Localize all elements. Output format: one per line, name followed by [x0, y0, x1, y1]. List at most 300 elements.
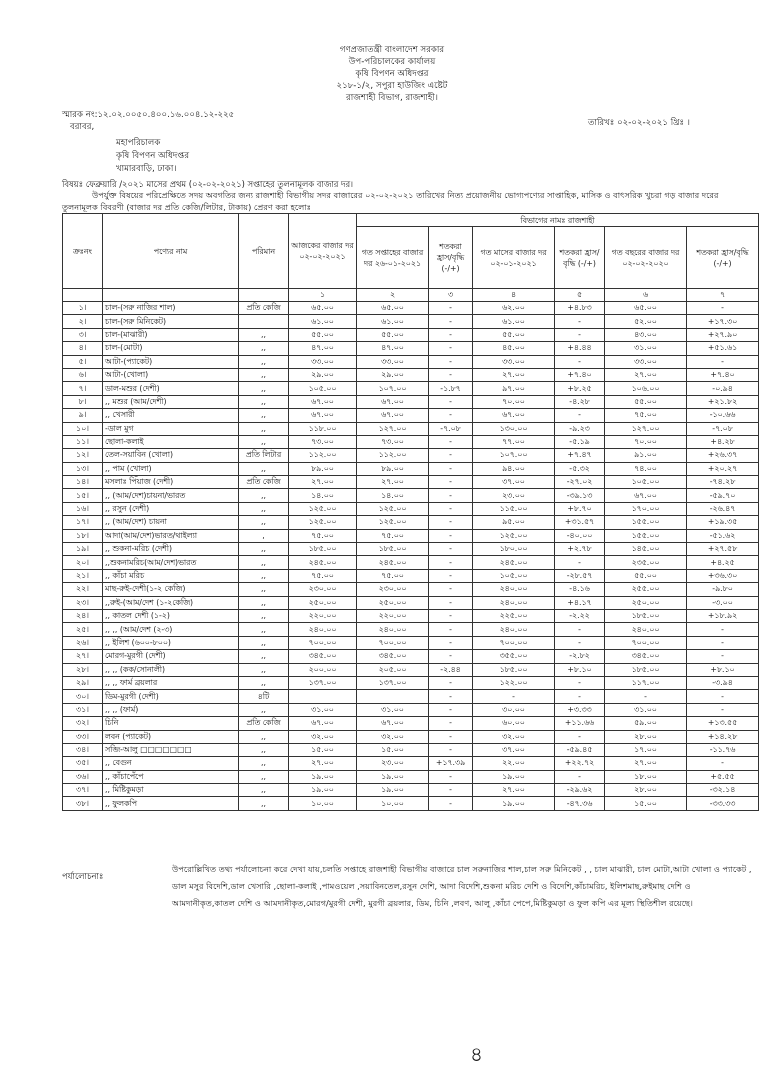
cell-pct-week: - [429, 435, 473, 448]
col-header-last-year: গত বছরের বাজার দর ০২-০২-২০২০ [605, 227, 687, 289]
letter-date: তারিখঃ ০২-০২-২০২১ খ্রিঃ । [588, 118, 690, 128]
cell-pct-month: - [555, 623, 605, 636]
cell-last-month-price: ২২৫.০০ [473, 609, 555, 622]
cell-unit: প্রতি কেজি [239, 717, 289, 730]
cell-unit: , [239, 529, 289, 542]
table-row [63, 743, 759, 756]
table-row [63, 663, 759, 676]
cell-serial: ৩২। [63, 717, 103, 730]
cell-pct-week: - [429, 516, 473, 529]
cell-last-month-price: ২৪৫.০০ [473, 556, 555, 569]
cell-last-month-price: ২৭.০০ [473, 784, 555, 797]
cell-last-year-price: ৩৪৫.০০ [605, 650, 687, 663]
cell-today-price: ১০.০০ [289, 797, 357, 810]
cell-serial: ১৪। [63, 476, 103, 489]
cell-product: ছোলা-কলাই [103, 435, 239, 448]
cell-last-month-price: ৩৩.০০ [473, 355, 555, 368]
table-row [63, 502, 759, 515]
cell-pct-week: - [429, 462, 473, 475]
cell-today-price: ৫৫.০০ [289, 328, 357, 341]
cell-last-week-price: ৬৭.০০ [357, 717, 429, 730]
table-row [63, 650, 759, 663]
cell-last-week-price: ৬৫.০০ [357, 302, 429, 315]
cell-unit: ,, [239, 623, 289, 636]
cell-unit: ,, [239, 556, 289, 569]
table-row [63, 690, 759, 703]
col-number: ২ [357, 289, 429, 302]
cell-last-month-price: ৬০.০০ [473, 717, 555, 730]
cell-pct-month: - [555, 556, 605, 569]
cell-pct-month: -৪৭.৩৬ [555, 797, 605, 810]
cell-pct-month: -৪.১৬ [555, 583, 605, 596]
cell-serial: ১০। [63, 422, 103, 435]
cell-last-month-price: ২৪০.০০ [473, 623, 555, 636]
cell-today-price: ২৭.০০ [289, 757, 357, 770]
cell-last-month-price: ৬৭.০০ [473, 409, 555, 422]
cell-pct-week: - [429, 529, 473, 542]
cell-unit: ,, [239, 770, 289, 783]
cell-today-price: ৩১.০০ [289, 703, 357, 716]
intro-paragraph: উপর্যুক্ত বিষয়ের পরিপ্রেক্ষিতে সদয় অবগতির জন্য রাজশাহী বিভাগীয় সদর বাজারের ০২-০২-২০২১ তারিখের নিত্য প্রয়োজনীয় ভোগ্যপণ্যের সাপ্তাহিক, মাসিক ও বাৎসরিক খুচরা গড় বাজার দরের তুলনামূলক বিবরণী (বাজার দর প্রতি কেজি/লিটার, টাকায়) প্রেরণ করা হলোঃ [62, 190, 719, 212]
cell-today-price: ৬৫.০০ [289, 302, 357, 315]
cell-pct-week: - [429, 676, 473, 689]
cell-unit [239, 315, 289, 328]
cell-pct-week: - [429, 556, 473, 569]
cell-unit: ,, [239, 743, 289, 756]
cell-product: তেল-সয়াবিন (খোলা) [103, 449, 239, 462]
cell-today-price: ৩২.০০ [289, 730, 357, 743]
cell-last-month-price: ২৪০.০০ [473, 583, 555, 596]
cell-unit: ,, [239, 757, 289, 770]
cell-unit: ,, [239, 462, 289, 475]
cell-unit: প্রতি লিটার [239, 449, 289, 462]
cell-unit: ,, [239, 784, 289, 797]
cell-product: ,, মশুর (আম/দেশী) [103, 395, 239, 408]
cell-last-month-price: ৫৫.০০ [473, 328, 555, 341]
cell-unit: ,, [239, 342, 289, 355]
cell-last-month-price: ১৮৫.০০ [473, 663, 555, 676]
letterhead-line-govt: গণপ্রজাতন্ত্রী বাংলাদেশ সরকার [339, 45, 445, 55]
table-row [63, 623, 759, 636]
cell-last-month-price: ১০৫.০০ [473, 569, 555, 582]
cell-last-year-price: ১৭০.০০ [605, 502, 687, 515]
cell-pct-year: - [687, 757, 759, 770]
cell-product: ,, (আম/দেশ) চায়না [103, 516, 239, 529]
cell-serial: ৩৭। [63, 784, 103, 797]
cell-last-week-price: ১২৫.০০ [357, 516, 429, 529]
cell-pct-month: +৪.৮৩ [555, 302, 605, 315]
cell-last-month-price: ৩৫৫.০০ [473, 650, 555, 663]
cell-last-week-price: ১২৭.০০ [357, 422, 429, 435]
cell-product: ,, ,, (কক/সোনালী) [103, 663, 239, 676]
table-row [63, 569, 759, 582]
review-paragraph: উপরোল্লিখিত তথ্য পর্যালোচনা করে দেখা যায়,চলতি সপ্তাহে রাজশাহী বিভাগীয় বাজারে চাল সরুনাজির শাল,চাল সরু মিনিকেট , , চাল মাঝারী, চাল মোটা,আটা খোলা ও প্যাকেট , ডাল মসুর বিদেশি,ডাল খেসারি ,ছোলা-কলাই ,পামওয়েল ,সয়াবিনতেল,রসুন দেশি, আদা বিদেশি,শুকনা মরিচ দেশি ও বিদেশি,কাঁচামরিচ, ইলিশমাছ,রুইমাছ দেশি ও আমদানীকৃত,কাতল দেশি ও আমদানীকৃত,মোরগ/মুরগী দেশী, মুরগী ব্রয়লার, ডিম, চিনি ,লবণ, আলু ,কাঁচা পেপে,মিষ্টিকুমড়া ও ফুল কপি এর মূল্য স্থিতিশীল রয়েছে। [172, 864, 752, 908]
cell-pct-week: - [429, 328, 473, 341]
cell-pct-week: - [429, 703, 473, 716]
cell-serial: ৪। [63, 342, 103, 355]
table-row [63, 382, 759, 395]
cell-today-price: ১০৫.০০ [289, 382, 357, 395]
cell-pct-week: +১৭.৩৯ [429, 757, 473, 770]
table-row [63, 529, 759, 542]
review-label: পর্যালোচনাঃ [62, 871, 104, 881]
cell-today-price: ২৯.০০ [289, 368, 357, 381]
cell-pct-week: - [429, 342, 473, 355]
cell-unit: ,, [239, 422, 289, 435]
cell-serial: ২০। [63, 556, 103, 569]
cell-pct-week: - [429, 569, 473, 582]
cell-serial: ২। [63, 315, 103, 328]
cell-pct-year: +২০.২৭ [687, 462, 759, 475]
cell-unit: ,, [239, 409, 289, 422]
table-row [63, 583, 759, 596]
cell-last-year-price: ৭০০.০০ [605, 636, 687, 649]
cell-product: ডিম-মুরগী (দেশী) [103, 690, 239, 703]
cell-pct-month: - [555, 315, 605, 328]
cell-last-week-price: ৪৭.০০ [357, 342, 429, 355]
cell-pct-week: - [429, 315, 473, 328]
cell-pct-week: - [429, 543, 473, 556]
cell-last-week-price: ২২০.০০ [357, 609, 429, 622]
cell-last-year-price: ৫৫.০০ [605, 395, 687, 408]
cell-pct-week: - [429, 449, 473, 462]
cell-last-week-price: ২৯.০০ [357, 368, 429, 381]
cell-serial: ৩৩। [63, 730, 103, 743]
cell-last-week-price [357, 690, 429, 703]
letterhead-line-address: ২১৮-১/২, সপুরা হাউজিং এষ্টেট [336, 81, 448, 91]
cell-product: ,, বেগুন [103, 757, 239, 770]
cell-pct-week: - [429, 650, 473, 663]
cell-today-price: ৮৯.০০ [289, 462, 357, 475]
cell-pct-week: - [429, 609, 473, 622]
cell-last-year-price: ২৮.০০ [605, 784, 687, 797]
cell-last-week-price: ৭৫.০০ [357, 529, 429, 542]
letterhead-line-office: উপ-পরিচালকের কার্যালয় [348, 57, 436, 67]
cell-serial: ১। [63, 302, 103, 315]
cell-unit: ,, [239, 516, 289, 529]
cell-pct-month: -২৭.০২ [555, 476, 605, 489]
cell-product: ,, শুকনা-মরিচ (দেশী) [103, 543, 239, 556]
cell-unit: ,, [239, 583, 289, 596]
cell-last-week-price: ২৪৫.০০ [357, 556, 429, 569]
cell-last-month-price: ৯৭.০০ [473, 382, 555, 395]
cell-product: ,, কাতল দেশী (১-২) [103, 609, 239, 622]
cell-pct-year: -৫১.৬২ [687, 529, 759, 542]
cell-last-month-price: ৬২.০০ [473, 302, 555, 315]
cell-pct-year: - [687, 690, 759, 703]
col-number: ১ [289, 289, 357, 302]
cell-last-week-price: ৬৭.০০ [357, 409, 429, 422]
cell-last-year-price: ১৮৫.০০ [605, 663, 687, 676]
cell-pct-week: -১.৮৭ [429, 382, 473, 395]
cell-last-week-price: ৬৭.০০ [357, 395, 429, 408]
cell-today-price: ১৯.০০ [289, 784, 357, 797]
cell-last-week-price: ৭০০.০০ [357, 636, 429, 649]
cell-unit: ,, [239, 676, 289, 689]
cell-unit: ,, [239, 663, 289, 676]
cell-last-month-price: ২৩.০০ [473, 489, 555, 502]
cell-product: মোরগ-মুরগী (দেশী) [103, 650, 239, 663]
cell-serial: ২৯। [63, 676, 103, 689]
cell-pct-week: - [429, 743, 473, 756]
cell-last-year-price: ১৮.০০ [605, 770, 687, 783]
letterhead-line-department: কৃষি বিপণন অধিদপ্তর [355, 69, 429, 79]
cell-unit: ,, [239, 650, 289, 663]
cell-today-price: ৭৫.০০ [289, 529, 357, 542]
table-row [63, 797, 759, 810]
cell-last-week-price: ২৩.০০ [357, 757, 429, 770]
cell-pct-month: +২.৭৮ [555, 543, 605, 556]
cell-pct-year: -৫৯.৭০ [687, 489, 759, 502]
col-header-product: পণ্যের নাম [103, 214, 239, 289]
cell-pct-month: +৩১.৫৭ [555, 516, 605, 529]
cell-product: আটা-(খোলা) [103, 368, 239, 381]
cell-pct-year: +১৭.৩০ [687, 315, 759, 328]
cell-pct-week: - [429, 770, 473, 783]
cell-pct-month: - [555, 409, 605, 422]
col-number: ৫ [555, 289, 605, 302]
col-header-last-week: গত সপ্তাহের বাজার দর ২৬-০১-২০২১ [357, 227, 429, 289]
cell-last-year-price: - [605, 690, 687, 703]
cell-last-week-price: ২৩০.০০ [357, 583, 429, 596]
cell-last-year-price: ৭০.০০ [605, 435, 687, 448]
cell-pct-month: -২.২২ [555, 609, 605, 622]
cell-product: ,, ,, (আম/দেশ (২-৩) [103, 623, 239, 636]
cell-last-month-price: ৭৭.০০ [473, 435, 555, 448]
cell-last-month-price: ৯৪.০০ [473, 462, 555, 475]
table-row [63, 476, 759, 489]
cell-last-month-price: ১২২.০০ [473, 676, 555, 689]
cell-last-year-price: ১৮৫.০০ [605, 609, 687, 622]
cell-pct-week: - [429, 784, 473, 797]
cell-last-year-price: ৬৫.০০ [605, 302, 687, 315]
cell-pct-month: -২৮.৫৭ [555, 569, 605, 582]
table-row [63, 703, 759, 716]
cell-pct-year: -১০.৬৬ [687, 409, 759, 422]
cell-serial: ২১। [63, 569, 103, 582]
cell-pct-year: - [687, 636, 759, 649]
cell-serial: ১৩। [63, 462, 103, 475]
cell-pct-month: +১১.৬৬ [555, 717, 605, 730]
cell-pct-year: +২৬.৩৭ [687, 449, 759, 462]
cell-last-week-price: ৫৫.০০ [357, 328, 429, 341]
table-row [63, 543, 759, 556]
cell-serial: ১৯। [63, 543, 103, 556]
col-number: ৩ [429, 289, 473, 302]
cell-last-week-price: ১০.০০ [357, 797, 429, 810]
cell-today-price: ৭৫.০০ [289, 569, 357, 582]
col-header-pct-year: শতকরা হ্রাস/বৃদ্ধি (-/+) [687, 227, 759, 289]
price-comparison-table [62, 213, 759, 811]
cell-last-year-price: ২৫৫.০০ [605, 583, 687, 596]
cell-pct-year: +৪.২৫ [687, 556, 759, 569]
cell-today-price: ১২৫.০০ [289, 502, 357, 515]
cell-last-month-price: ১৩০.০০ [473, 422, 555, 435]
cell-pct-month: +৮.১০ [555, 663, 605, 676]
cell-last-week-price: ১৪.০০ [357, 489, 429, 502]
table-row [63, 717, 759, 730]
cell-today-price: ২৫০.০০ [289, 596, 357, 609]
cell-pct-month: -৫.৩২ [555, 462, 605, 475]
cell-product: ,,শুকনামরিচ(আম/দেশ)ভারত [103, 556, 239, 569]
cell-product: ,, পাম (খোলা) [103, 462, 239, 475]
cell-serial: ২৬। [63, 636, 103, 649]
cell-serial: ১৫। [63, 489, 103, 502]
cell-last-year-price: ১০৫.০০ [605, 476, 687, 489]
cell-pct-year: +১৮.৯২ [687, 609, 759, 622]
cell-serial: ৩৪। [63, 743, 103, 756]
cell-last-year-price: ২৮.০০ [605, 730, 687, 743]
cell-pct-month: +৪.১৭ [555, 596, 605, 609]
cell-pct-week: - [429, 502, 473, 515]
cell-last-month-price: ১১৫.০০ [473, 502, 555, 515]
table-row [63, 516, 759, 529]
cell-last-month-price: ১৮০.০০ [473, 543, 555, 556]
col-header-pct-week: শতকরা হ্রাস/বৃদ্ধি (-/+) [429, 227, 473, 289]
cell-last-week-price: ২৫০.০০ [357, 596, 429, 609]
table-row [63, 730, 759, 743]
table-row [63, 757, 759, 770]
cell-today-price: ২০০.০০ [289, 663, 357, 676]
cell-unit: ,, [239, 703, 289, 716]
cell-last-year-price: ২৫০.০০ [605, 596, 687, 609]
cell-last-week-price: ৩১.০০ [357, 703, 429, 716]
cell-pct-month: +৭.৪৭ [555, 449, 605, 462]
cell-serial: ৩০। [63, 690, 103, 703]
cell-pct-week: - [429, 797, 473, 810]
cell-pct-year: -৭৪.২৮ [687, 476, 759, 489]
cell-last-year-price: ১২৭.০০ [605, 422, 687, 435]
cell-last-month-price: ৯৫.০০ [473, 516, 555, 529]
cell-pct-week: - [429, 583, 473, 596]
column-number-row [63, 289, 759, 302]
page-number: ৪ [470, 1042, 483, 1066]
table-row [63, 784, 759, 797]
table-row [63, 422, 759, 435]
cell-pct-month: - [555, 690, 605, 703]
cell-last-week-price: ২৪০.০০ [357, 623, 429, 636]
cell-product: ,, কাঁচাপেঁপে [103, 770, 239, 783]
cell-serial: ৩৮। [63, 797, 103, 810]
cell-today-price: ১৪.০০ [289, 489, 357, 502]
cell-product: আটা-(প্যাকেট) [103, 355, 239, 368]
cell-last-year-price: ৭৪.০০ [605, 462, 687, 475]
cell-product: চাল-(সরু নাজির শাল) [103, 302, 239, 315]
col-header-today-price: আজকের বাজার দর ০২-০২-২০২১ [289, 214, 357, 289]
cell-product: -ডাল মুগ [103, 422, 239, 435]
cell-unit: ,, [239, 382, 289, 395]
cell-today-price: ৪৭.০০ [289, 342, 357, 355]
cell-last-month-price: ৭০০.০০ [473, 636, 555, 649]
cell-pct-year: -৩.৯৪ [687, 676, 759, 689]
cell-pct-week: - [429, 730, 473, 743]
table-row [63, 435, 759, 448]
cell-product: ,, (আম/দেশ)চায়না/ভারত [103, 489, 239, 502]
cell-pct-year: -৯.৮০ [687, 583, 759, 596]
cell-pct-month: -৫.১৯ [555, 435, 605, 448]
cell-pct-year: +৫১.৬১ [687, 342, 759, 355]
cell-pct-year: -০.৯৪ [687, 382, 759, 395]
cell-pct-month: +৮.৭০ [555, 502, 605, 515]
cell-today-price: ৬৭.০০ [289, 717, 357, 730]
cell-pct-year: +২৭.৫৮ [687, 543, 759, 556]
col-header-serial: ক্রঃনং [63, 214, 103, 289]
cell-product: ,, ফুলকপি [103, 797, 239, 810]
cell-serial: ১৬। [63, 502, 103, 515]
cell-serial: ৭। [63, 382, 103, 395]
cell-unit: ,, [239, 395, 289, 408]
table-row [63, 609, 759, 622]
cell-pct-month: - [555, 355, 605, 368]
cell-last-month-price: ৪৫.০০ [473, 342, 555, 355]
cell-last-week-price: ১০৭.০০ [357, 382, 429, 395]
cell-today-price: ২৭.০০ [289, 476, 357, 489]
cell-last-month-price: ৬১.০০ [473, 315, 555, 328]
cell-last-month-price: ১৯.০০ [473, 770, 555, 783]
cell-pct-month: -৪০.০০ [555, 529, 605, 542]
cell-last-year-price: ১৫.০০ [605, 797, 687, 810]
cell-product: ,, কাঁচা মরিচ [103, 569, 239, 582]
cell-pct-week: - [429, 368, 473, 381]
cell-pct-month: -৩৯.১৩ [555, 489, 605, 502]
cell-product: চাল-(মোটা) [103, 342, 239, 355]
cell-product: ডাল-মশুর (দেশী) [103, 382, 239, 395]
cell-pct-week: - [429, 476, 473, 489]
cell-last-week-price: ২০৫.০০ [357, 663, 429, 676]
cell-today-price: ৬১.০০ [289, 315, 357, 328]
cell-last-year-price: ১৭.০০ [605, 743, 687, 756]
cell-pct-year: +২১.৮২ [687, 395, 759, 408]
table-row [63, 770, 759, 783]
subject-line: বিষয়ঃ ফেব্রুয়ারি /২০২১ মাসের প্রথম (০২-০২-২০২১) সপ্তাহের তুলনামূলক বাজার দর। [62, 179, 354, 189]
cell-last-week-price: ৩৪৫.০০ [357, 650, 429, 663]
cell-pct-year: +৩৬.৩০ [687, 569, 759, 582]
cell-serial: ৮। [63, 395, 103, 408]
cell-last-month-price: ৩০.০০ [473, 703, 555, 716]
cell-last-month-price: ২২.০০ [473, 757, 555, 770]
cell-last-month-price: ৭০.০০ [473, 395, 555, 408]
cell-pct-week: - [429, 690, 473, 703]
cell-last-year-price: ১৫৫.০০ [605, 529, 687, 542]
cell-serial: ২৩। [63, 596, 103, 609]
cell-serial: ৩৬। [63, 770, 103, 783]
cell-pct-year: -৩২.১৪ [687, 784, 759, 797]
cell-today-price: ১১২.০০ [289, 449, 357, 462]
cell-last-week-price: ১৩৭.০০ [357, 676, 429, 689]
cell-today-price: ১৫.০০ [289, 743, 357, 756]
cell-last-month-price: ১৯.০০ [473, 797, 555, 810]
cell-last-year-price: ৭৫.০০ [605, 409, 687, 422]
col-header-unit: পরিমান [239, 214, 289, 289]
cell-pct-year: +১৪.২৮ [687, 730, 759, 743]
cell-last-week-price: ১৯.০০ [357, 770, 429, 783]
cell-last-month-price: ২৭.০০ [473, 368, 555, 381]
cell-pct-month: +২২.৭২ [555, 757, 605, 770]
cell-pct-year: -১১.৭৬ [687, 743, 759, 756]
cell-last-year-price: ১৫৫.০০ [605, 516, 687, 529]
cell-today-price: ১৮৫.০০ [289, 543, 357, 556]
table-row [63, 395, 759, 408]
letterhead-line-city: রাজশাহী বিভাগ, রাজশাহী। [346, 93, 438, 103]
cell-unit: ৪টি [239, 690, 289, 703]
cell-pct-month: -২৯.৬২ [555, 784, 605, 797]
cell-pct-year: - [687, 703, 759, 716]
col-number: ৭ [687, 289, 759, 302]
cell-today-price: ৬৭.০০ [289, 409, 357, 422]
cell-unit: ,, [239, 569, 289, 582]
table-row [63, 409, 759, 422]
cell-serial: ২৭। [63, 650, 103, 663]
